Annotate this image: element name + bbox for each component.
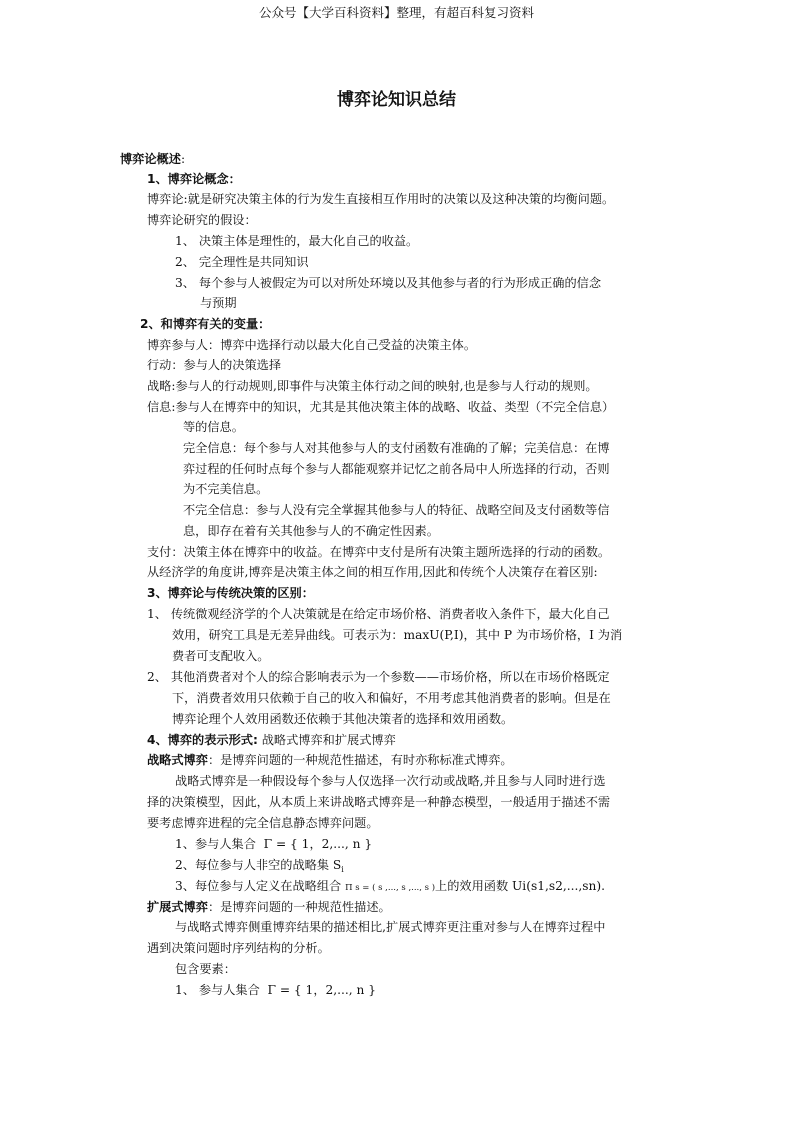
strategic-form-definition: 战略式博弈：是博弈问题的一种规范性描述，有时亦称标准式博弈。 [147,753,513,767]
section-2-line: 博弈参与人：博弈中选择行动以最大化自己受益的决策主体。 [147,338,477,352]
assumption-item-continuation: 与预期 [200,296,237,310]
strategic-item-utility: 3、每位参与人定义在战略组合 Π s = ( s ,..., s ,..., s )上的效用函数 Ui(s1,s2,...,sn). [175,879,605,893]
player-set-formula: Γ = { 1，2,..., n } [267,983,376,997]
section-2-line: 为不完美信息。 [183,482,269,496]
section-2-heading: 2、和博弈有关的变量： [140,317,271,331]
section-3-heading: 3、博弈论与传统决策的区别： [147,586,314,600]
section-1-heading: 1、博弈论概念： [147,172,241,186]
strategic-paragraph-line: 择的决策模型，因此，从本质上来讲战略式博弈是一种静态模型，一般适用于描述不需 [147,795,611,809]
assumption-item: 3、 每个参与人被假定为可以对所处环境以及其他参与者的行为形成正确的信念 [175,276,602,290]
section-3-line: 下，消费者效用只依赖于自己的收入和偏好，不用考虑其他消费者的影响。但是在 [172,691,611,705]
section-2-line: 战略:参与人的行动规则,即事件与决策主体行动之间的映射,也是参与人行动的规则。 [147,379,598,393]
page-title: 博弈论知识总结 [337,90,456,110]
section-2-line: 行动：参与人的决策选择 [147,358,282,372]
extensive-item-players: 1、 参与人集合 Γ = { 1，2,..., n } [175,983,376,997]
strategic-item-strategy-set: 2、每位参与人非空的战略集 $S_i$ [175,858,344,874]
section-3-line: 1、 传统微观经济学的个人决策就是在给定市场价格、消费者收入条件下，最大化自己 [147,607,610,621]
assumption-item: 1、 决策主体是理性的，最大化自己的收益。 [175,234,419,248]
contains-label: 包含要素： [175,962,236,976]
section-2-line: 信息:参与人在博弈中的知识，尤其是其他决策主体的战略、收益、类型（不完全信息） [147,400,615,414]
player-set-formula: Γ = { 1，2,..., n } [263,837,373,851]
section-2-line: 从经济学的角度讲,博弈是决策主体之间的相互作用,因此和传统个人决策存在着区别: [147,565,598,579]
strategic-item-players: 1、参与人集合 Γ = { 1，2,..., n } [175,837,373,851]
section-2-line: 不完全信息：参与人没有完全掌握其他参与人的特征、战略空间及支付函数等信 [183,503,610,517]
extensive-paragraph-line: 遇到决策问题时序列结构的分析。 [147,941,330,955]
section-2-line: 完全信息：每个参与人对其他参与人的支付函数有准确的了解；完美信息：在博 [183,441,610,455]
section-3-line: 效用，研究工具是无差异曲线。可表示为：maxU(P,I)，其中 P 为市场价格，I 为消 [172,628,623,642]
strategy-set-symbol: S [332,858,342,872]
overview-heading: 博弈论概述: [120,152,186,166]
section-3-line: 博弈论理个人效用函数还依赖于其他决策者的选择和效用函数。 [172,712,514,726]
section-1-definition: 博弈论:就是研究决策主体的行为发生直接相互作用时的决策以及这种决策的均衡问题。 [147,192,615,206]
page-header: 公众号【大学百科资料】整理，有超百科复习资料 [258,5,534,20]
section-2-line: 息，即存在着有关其他参与人的不确定性因素。 [183,524,439,538]
section-1-assumption-label: 博弈论研究的假设： [147,213,257,227]
assumption-item: 2、 完全理性是共同知识 [175,255,309,269]
section-4-heading: 4、博弈的表示形式: 战略式博弈和扩展式博弈 [147,733,396,747]
strategy-profile-formula: Π s = ( s ,..., s ,..., s ) [345,883,436,893]
section-2-line: 支付：决策主体在博弈中的收益。在博弈中支付是所有决策主题所选择的行动的函数。 [147,545,611,559]
section-2-line: 等的信息。 [183,420,244,434]
section-3-line: 2、 其他消费者对个人的综合影响表示为一个参数——市场价格，所以在市场价格既定 [147,670,610,684]
section-3-line: 费者可支配收入。 [172,649,270,663]
section-2-line: 弈过程的任何时点每个参与人都能观察并记忆之前各局中人所选择的行动，否则 [183,462,610,476]
extensive-form-definition: 扩展式博弈：是博弈问题的一种规范性描述。 [147,900,391,914]
extensive-paragraph-line: 与战略式博弈侧重博弈结果的描述相比,扩展式博弈更注重对参与人在博弈过程中 [175,920,606,934]
strategic-paragraph-line: 要考虑博弈进程的完全信息静态博弈问题。 [147,816,379,830]
strategic-paragraph-line: 战略式博弈是一种假设每个参与人仅选择一次行动或战略,并且参与人同时进行选 [175,774,606,788]
